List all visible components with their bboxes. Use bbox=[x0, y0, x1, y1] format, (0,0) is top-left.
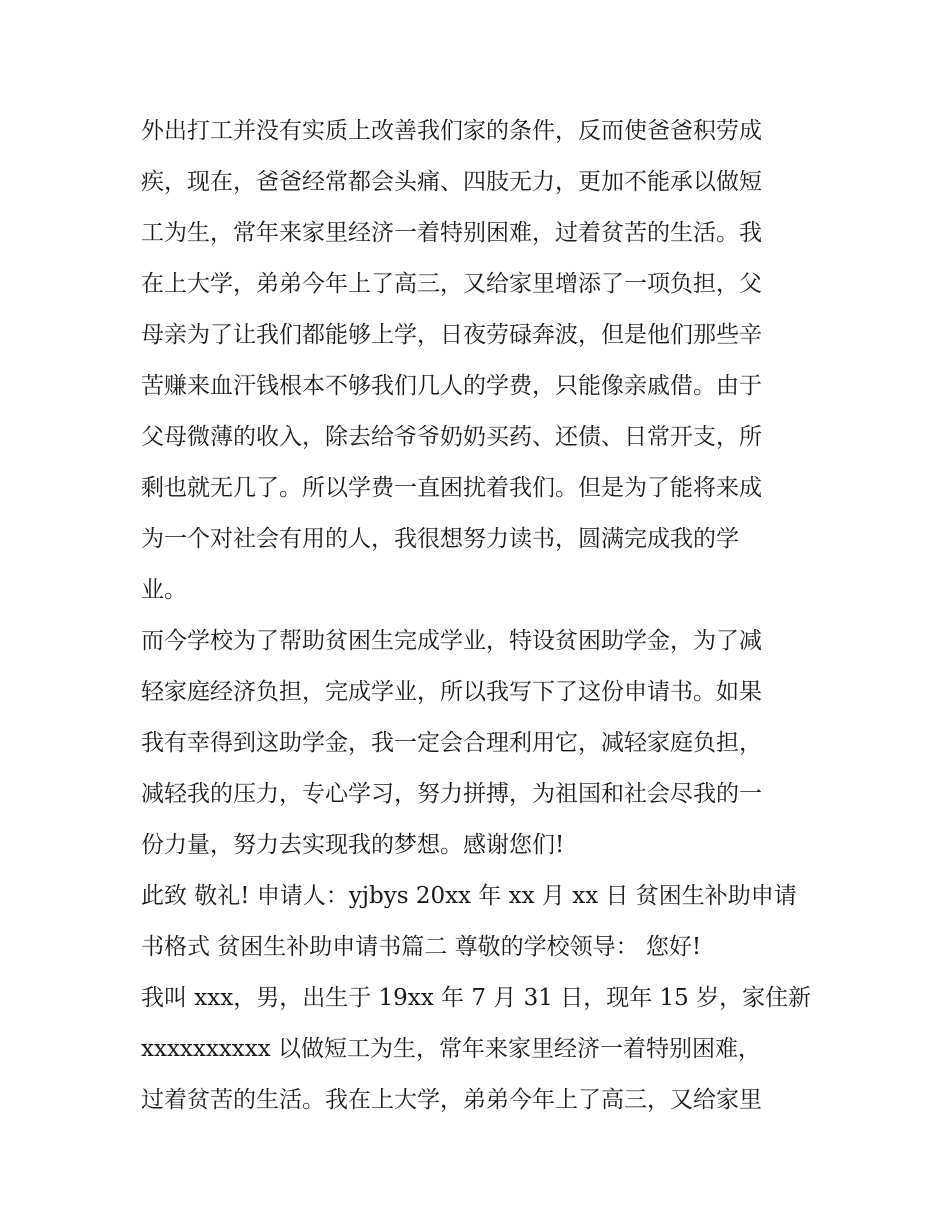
text-line: 份力量，努力去实现我的梦想。感谢您们! bbox=[141, 832, 565, 858]
text-line: 而今学校为了帮助贫困生完成学业，特设贫困助学金，为了减 bbox=[141, 628, 762, 654]
text-line: 减轻我的压力，专心学习，努力拼搏，为祖国和社会尽我的一 bbox=[141, 781, 762, 807]
text-line: 疾，现在，爸爸经常都会头痛、四肢无力，更加不能承以做短 bbox=[141, 169, 762, 195]
text-line: 此致 敬礼! 申请人：yjbys 20xx 年 xx 月 xx 日 贫困生补助申请 bbox=[141, 883, 797, 909]
text-line: 在上大学，弟弟今年上了高三，又给家里增添了一项负担，父 bbox=[141, 271, 762, 297]
text-line: 我有幸得到这助学金，我一定会合理利用它，减轻家庭负担， bbox=[141, 730, 762, 756]
text-line: xxxxxxxxxx 以做短工为生，常年来家里经济一着特别困难， bbox=[141, 1036, 762, 1062]
text-line: 过着贫苦的生活。我在上大学，弟弟今年上了高三，又给家里 bbox=[141, 1087, 762, 1113]
text-line: 父母微薄的收入，除去给爷爷奶奶买药、还债、日常开支，所 bbox=[141, 424, 762, 450]
body-text bbox=[141, 108, 821, 1128]
text-line: 外出打工并没有实质上改善我们家的条件，反而使爸爸积劳成 bbox=[141, 118, 762, 144]
text-line: 母亲为了让我们都能够上学，日夜劳碌奔波，但是他们那些辛 bbox=[141, 322, 762, 348]
text-line: 书格式 贫困生补助申请书篇二 尊敬的学校领导： 您好! bbox=[141, 934, 702, 960]
text-line: 业。 bbox=[141, 577, 187, 603]
text-line: 轻家庭经济负担，完成学业，所以我写下了这份申请书。如果 bbox=[141, 679, 762, 705]
text-line: 为一个对社会有用的人，我很想努力读书，圆满完成我的学 bbox=[141, 526, 739, 552]
text-line: 工为生，常年来家里经济一着特别困难，过着贫苦的生活。我 bbox=[141, 220, 762, 246]
text-line: 苦赚来血汗钱根本不够我们几人的学费，只能像亲戚借。由于 bbox=[141, 373, 762, 399]
text-line: 剩也就无几了。所以学费一直困扰着我们。但是为了能将来成 bbox=[141, 475, 762, 501]
text-line: 我叫 xxx，男，出生于 19xx 年 7 月 31 日，现年 15 岁，家住新 bbox=[141, 985, 812, 1011]
